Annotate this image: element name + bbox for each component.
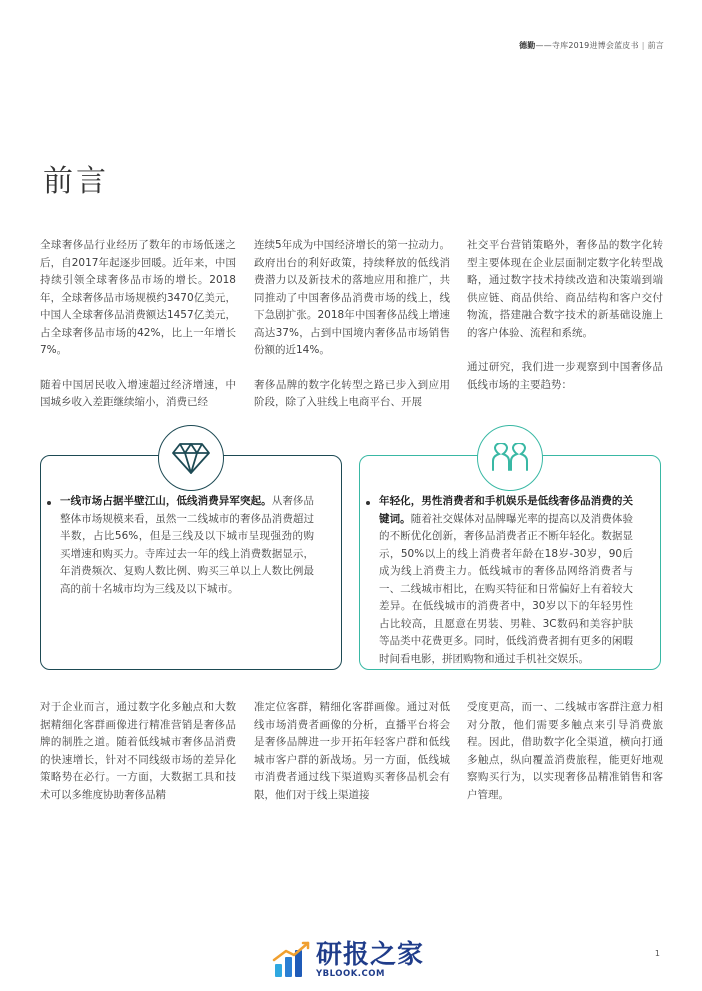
header-brand: 德勤 — [519, 41, 536, 50]
diamond-badge — [158, 425, 224, 491]
paragraph: 社交平台营销策略外，奢侈品的数字化转型主要体现在企业层面制定数字化转型战略，通过数字技术持续改造和决策端到端供应链、商品供给、商品结构和客户交付物流，搭建融合数字技术的新基础设施上的客户体验、流程和系统。 — [467, 239, 663, 339]
watermark-logo — [272, 940, 424, 980]
paragraph: 随着中国居民收入增速超过经济增速，中国城乡收入差距继续缩小，消费已经 — [40, 378, 236, 408]
page-title: 前言 — [43, 164, 109, 199]
people-badge — [477, 425, 543, 491]
intro-column-2 — [254, 237, 450, 423]
header-section: 前言 — [647, 41, 664, 50]
header-series: ——寺库2019进博会蓝皮书 — [535, 41, 639, 50]
trend-heading: 一线市场占据半壁江山，低线消费异军突起。 — [60, 495, 272, 507]
trend-text-2 — [379, 493, 633, 668]
diamond-icon — [172, 441, 210, 475]
paragraph: 通过研究，我们进一步观察到中国奢侈品低线市场的主要趋势： — [467, 361, 663, 391]
conclusion-column-2 — [254, 699, 450, 815]
conclusion-column-3 — [467, 699, 663, 815]
conclusion-column-1 — [40, 699, 236, 815]
intro-column-3 — [467, 237, 663, 405]
watermark-title: 研报之家 — [316, 939, 425, 970]
people-icon — [490, 443, 530, 473]
page-number: 1 — [654, 949, 660, 958]
paragraph: 受度更高，而一、二线城市客群注意力相对分散，他们需要多触点来引导消费旅程。因此，借助数字化全渠道，横向打通多触点，纵向覆盖消费旅程，能更好地观察购买行为，以实现奢侈品精准销售和客户管理。 — [467, 701, 663, 801]
paragraph: 对于企业而言，通过数字化多触点和大数据精细化客群画像进行精准营销是奢侈品牌的制胜之道。随着低线城市奢侈品消费的快速增长，针对不同线级市场的差异化策略势在必行。一方面，大数据工具和技术可以多维度协助奢侈品精 — [40, 701, 236, 801]
trend-body: 从奢侈品整体市场规模来看，虽然一二线城市的奢侈品消费超过半数，占比56%，但是三线及以下城市呈现强劲的购买增速和购买力。寺库过去一年的线上消费数据显示，年消费频次、复购人数比例、购买三单以上人数比例最高的前十名城市均为三线及以下城市。 — [60, 495, 315, 595]
paragraph: 全球奢侈品行业经历了数年的市场低迷之后，自2017年起逐步回暖。近年来，中国持续引领全球奢侈品市场的增长。2018年，全球奢侈品市场规模约3470亿美元，中国人全球奢侈品消费额达1457亿美元，占全球奢侈品市场的42%，比上一年增长7%。 — [40, 239, 236, 356]
intro-column-1 — [40, 237, 236, 423]
header-separator: | — [641, 41, 645, 50]
trend-body: 随着社交媒体对品牌曝光率的提高以及消费体验的不断优化创新，奢侈品消费者正不断年轻化。数据显示，50%以上的线上消费者年龄在18岁-30岁，90后成为线上消费主力。低线城市的奢侈品网络消费者与一、二线城市相比，在购买特征和日常偏好上有着较大差异。在低线城市的消费者中，30岁以下的年轻男性占比较高，且愿意在男装、男鞋、3C数码和美容护肤等品类中花费更多。同时，低线消费者拥有更多的闲暇时间看电影，拼团购物和通过手机社交娱乐。 — [379, 512, 634, 665]
bar-chart-logo-icon — [272, 940, 312, 980]
paragraph: 连续5年成为中国经济增长的第一拉动力。政府出台的利好政策，持续释放的低线消费潜力以及新技术的落地应用和推广，共同推动了中国奢侈品消费市场的线上，线下急剧扩张。2018年中国奢侈品线上增速高达37%，占到中国境内奢侈品市场销售份额的近14%。 — [254, 239, 450, 356]
watermark-url: YBLOOK.COM — [316, 968, 385, 979]
trend-text-1 — [60, 493, 314, 598]
running-header — [519, 40, 664, 51]
paragraph: 奢侈品牌的数字化转型之路已步入到应用阶段，除了入驻线上电商平台、开展 — [254, 378, 450, 408]
bullet-dot — [366, 501, 370, 505]
trend-heading: 年轻化，男性消费者和手机娱乐是低线奢侈品消费的关键词。 — [379, 495, 633, 525]
paragraph: 准定位客群，精细化客群画像。通过对低线市场消费者画像的分析，直播平台将会是奢侈品牌进一步开拓年轻客户群和低线城市客户群的新战场。另一方面，低线城市消费者通过线下渠道购买奢侈品机会有限，他们对于线上渠道接 — [254, 701, 450, 801]
bullet-dot — [47, 501, 51, 505]
